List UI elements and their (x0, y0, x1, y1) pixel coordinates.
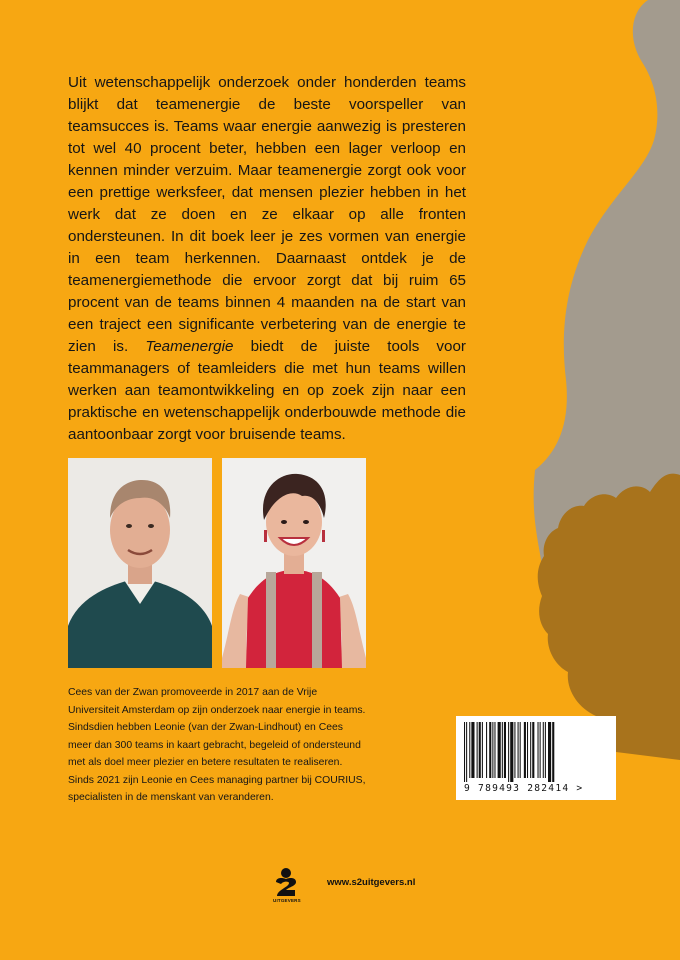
blurb-paragraph (68, 72, 466, 446)
barcode-bars (462, 722, 610, 782)
barcode-bar (486, 722, 487, 778)
blurb-main-text: Uit wetenschappelijk onderzoek onder honderden teams blijkt dat teamenergie de beste voorspeller van teamsucces is. Teams waar energie aanwezig is presteren tot wel 40 procent beter, hebben een lager verloop en kennen minder verzuim. Maar teamenergie zorgt ook voor een prettige werksfeer, dat mensen plezier hebben in het werk dat ze doen en ze elkaar op alle fronten ondersteunen. In dit boek leer je zes vormen van energie in een team herkennen. Daarnaast ontdek je de teamenergiemethode die ervoor zorgt dat bij ruim 65 procent van de teams binnen 4 maanden na de start van een traject een significante verbetering van de energie te zien is. (68, 74, 466, 355)
barcode-bar (514, 722, 515, 778)
barcode-bar (540, 722, 541, 778)
barcode-bar (489, 722, 491, 778)
barcode-bar (479, 722, 481, 778)
barcode-bar (477, 722, 478, 778)
barcode-bar (543, 722, 544, 778)
author-bio-text: Cees van der Zwan promoveerde in 2017 aan de Vrije Universiteit Amsterdam op zijn onderzoek naar energie in teams. Sindsdien hebben Leonie (van der Zwan-Lindhout) en Cees meer dan 300 teams in kaart gebracht, begeleid of ondersteund met als doel meer plezier en betere resultaten te realiseren. Sinds 2021 zijn Leonie en Cees managing partner bij COURIUS, specialisten in de menskant van veranderen. (68, 687, 366, 803)
publisher-website[interactable]: www.s2uitgevers.nl (327, 877, 416, 888)
barcode-bar (545, 722, 546, 778)
barcode-bar (494, 722, 495, 778)
barcode-bar (538, 722, 539, 778)
barcode-bar (508, 722, 509, 782)
barcode-bar (530, 722, 531, 778)
author-photo-leonie (222, 458, 366, 668)
barcode-bar (498, 722, 501, 778)
barcode-bar (492, 722, 493, 778)
isbn-digits: 9 789493 282414 > (464, 783, 584, 794)
barcode-bar (510, 722, 513, 782)
publisher-logo (273, 868, 299, 908)
barcode-bar (527, 722, 528, 778)
barcode-bar (482, 722, 483, 778)
book-title-inline: Teamenergie (145, 338, 234, 355)
author-bio (68, 684, 368, 807)
isbn-barcode (456, 716, 616, 800)
barcode-bar (504, 722, 506, 778)
barcode-bar (502, 722, 503, 778)
barcode-bar (469, 722, 470, 778)
barcode-bar (518, 722, 519, 778)
barcode-bar (520, 722, 521, 778)
barcode-bar (464, 722, 465, 782)
s2-logo-icon (273, 868, 299, 898)
blurb-closing-text: biedt de juiste tools voor teammanagers of teamleiders die met hun teams willen werken aan teamontwikkeling en op zoek zijn naar een praktische en wetenschappelijk onderbouwde methode die aantoonbaar zorgt voor bruisende teams. (68, 338, 466, 443)
back-cover-blurb (68, 72, 466, 446)
barcode-bar (548, 722, 551, 782)
barcode-bar (471, 722, 474, 778)
barcode-bar (552, 722, 554, 782)
barcode-bar (466, 722, 467, 782)
publisher-logo-wordmark: UITGEVERS (273, 898, 301, 903)
author-photo-cees (68, 458, 212, 668)
barcode-bar (532, 722, 534, 778)
barcode-bar (524, 722, 526, 778)
